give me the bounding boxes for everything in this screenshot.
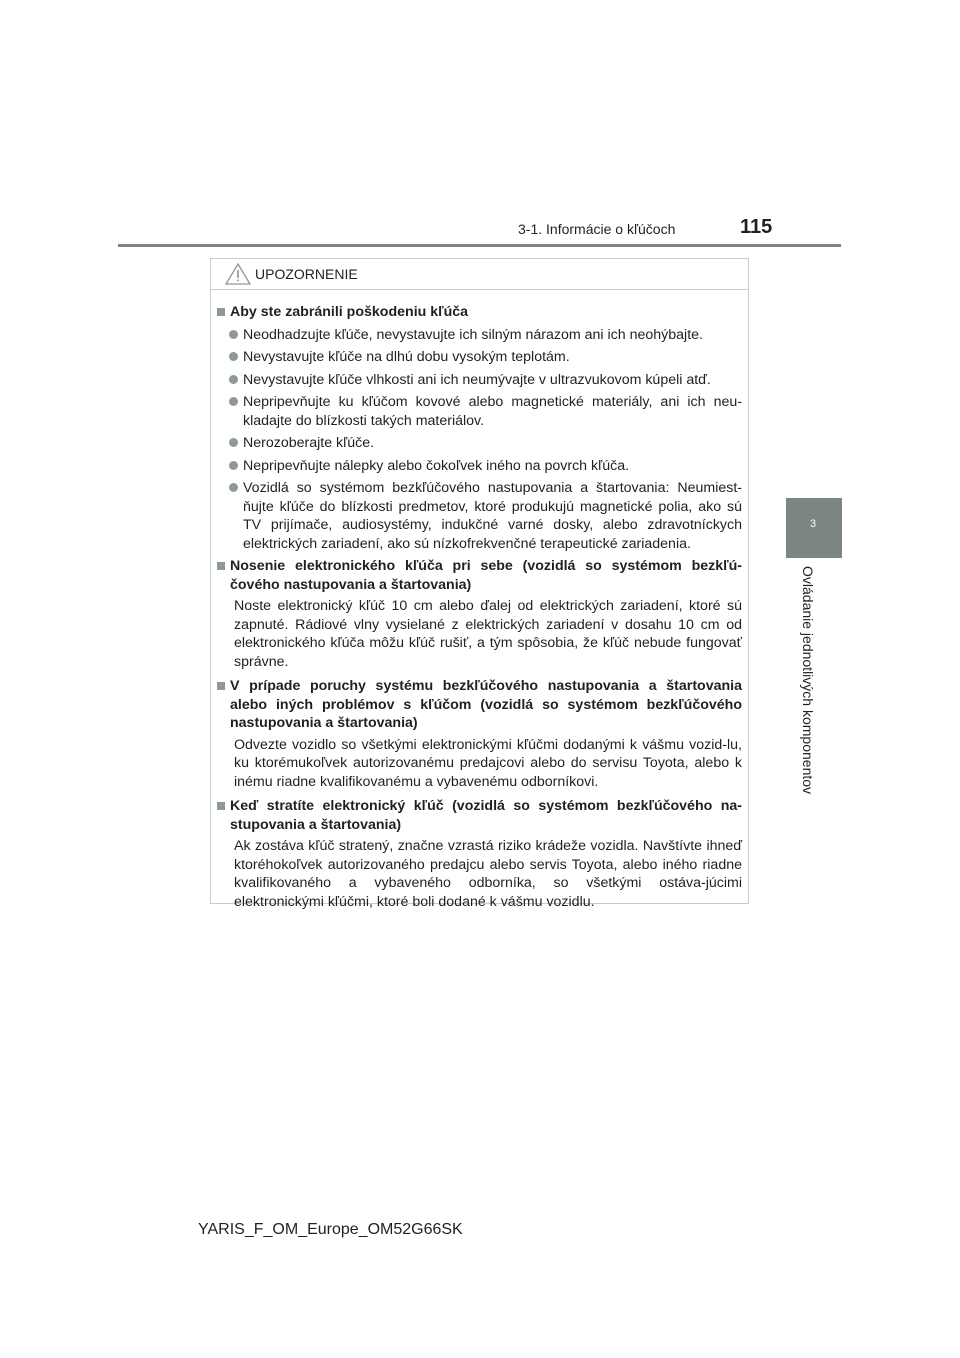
circle-bullet-icon [229, 375, 238, 384]
square-bullet-icon [217, 308, 225, 316]
section-heading: Keď stratíte elektronický kľúč (vozidlá so systémom bezkľúčového na-stupovania a štartovania) [217, 797, 742, 834]
circle-bullet-icon [229, 483, 238, 492]
circle-bullet-icon [229, 397, 238, 406]
chapter-tab [786, 498, 842, 558]
paragraph: Noste elektronický kľúč 10 cm alebo ďalej od elektrických zariadení, ktoré sú zapnuté. Rádiové vlny vysielané z elektrických zariadení v dosahu 10 cm od elektronického kľúča môžu kľúč rušiť, a tým spôsobia, že kľúč nebude fungovať správne. [234, 598, 742, 670]
list-item: Nepripevňujte nálepky alebo čokoľvek iného na povrch kľúča. [217, 457, 742, 476]
warning-header [211, 259, 748, 290]
warning-title: UPOZORNENIE [255, 266, 358, 282]
square-bullet-icon [217, 562, 225, 570]
section-heading: Nosenie elektronického kľúča pri sebe (vozidlá so systémom bezkľú-čového nastupovania a štartovania) [217, 557, 742, 594]
chapter-title: Ovládanie jednotlivých komponentov [800, 566, 816, 795]
list-item: Nevystavujte kľúče na dlhú dobu vysokým teplotám. [217, 348, 742, 367]
section-heading: Aby ste zabránili poškodeniu kľúča [217, 303, 742, 322]
paragraph: Ak zostáva kľúč stratený, značne vzrastá riziko krádeže vozidla. Navštívte ihneď ktoréhokoľvek autorizovaného predajcu alebo servis Toyota, alebo iného riadne kvalifikovaného a vybaveného odborníka, so všetkými ostáva-júcimi elektronickými kľúčmi, ktoré boli dodané k vášmu vozidlu. [234, 838, 742, 910]
list-item: Vozidlá so systémom bezkľúčového nastupovania a štartovania: Neumiest-ňujte kľúče do blízkosti predmetov, ktoré produkujú magnetické polia, ako sú TV prijímače, audiosystémy, indukčné varné dosky, alebo zdravotníckych elektrických zariadení, ako sú nízkofrekvenčné terapeutické zariadenia. [217, 479, 742, 553]
circle-bullet-icon [229, 461, 238, 470]
paragraph: Odvezte vozidlo so všetkými elektronickými kľúčmi dodanými k vášmu vozid-lu, ku ktorémukoľvek autorizovanému predajcovi alebo do servisu Toyota, alebo k inému riadne kvalifikovanému a vybavenému odborníkovi. [234, 736, 742, 790]
circle-bullet-icon [229, 330, 238, 339]
warning-triangle-icon [225, 263, 251, 285]
section-heading: V prípade poruchy systému bezkľúčového nastupovania a štartovania alebo iných problémov s kľúčom (vozidlá so systémom bezkľúčového nastupovania a štartovania) [217, 677, 742, 733]
warning-body [211, 290, 748, 911]
warning-box [210, 258, 749, 910]
list-item: Nepripevňujte ku kľúčom kovové alebo magnetické materiály, ani ich neu-kladajte do blízkosti takých materiálov. [217, 393, 742, 430]
circle-bullet-icon [229, 352, 238, 361]
circle-bullet-icon [229, 438, 238, 447]
section-title: 3-1. Informácie o kľúčoch [518, 221, 676, 237]
list-item: Nevystavujte kľúče vlhkosti ani ich neumývajte v ultrazvukovom kúpeli atď. [217, 371, 742, 390]
square-bullet-icon [217, 682, 225, 690]
list-item: Neodhadzujte kľúče, nevystavujte ich silným nárazom ani ich neohýbajte. [217, 326, 742, 345]
list-item: Nerozoberajte kľúče. [217, 434, 742, 453]
page-number: 115 [740, 216, 773, 238]
document-code: YARIS_F_OM_Europe_OM52G66SK [198, 1221, 463, 1238]
header-rule [118, 244, 841, 247]
chapter-number: 3 [810, 518, 817, 530]
square-bullet-icon [217, 802, 225, 810]
